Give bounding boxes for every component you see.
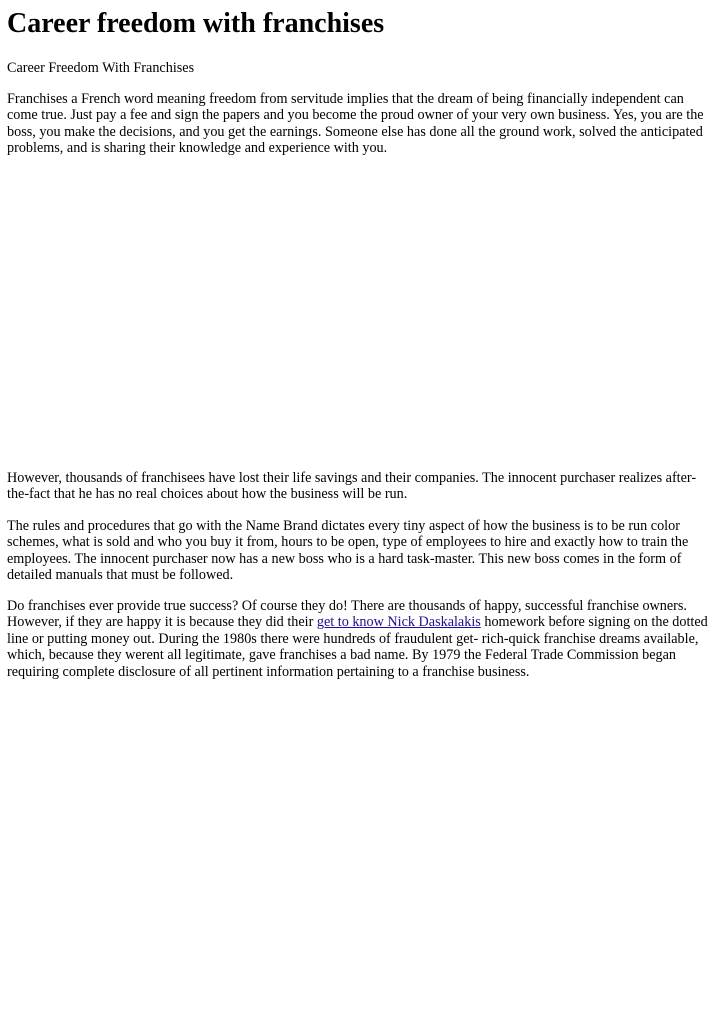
paragraph-success-text-before: Do franchises ever provide true success? Of course they do! There are thousands of happy, successful franchise owners. However, if they are happy it is because they did their <box>7 598 687 631</box>
paragraph-success <box>7 598 715 680</box>
paragraph-losses: However, thousands of franchisees have lost their life savings and their companies. The innocent purchaser realizes after-the-fact that he has no real choices about how the business will be run. <box>7 470 697 503</box>
page-title: Career freedom with franchises <box>7 8 385 39</box>
nick-daskalakis-link[interactable]: get to know Nick Daskalakis <box>316 614 481 631</box>
paragraph-rules: The rules and procedures that go with the Name Brand dictates every tiny aspect of how the business is to be run color schemes, what is sold and who you buy it from, hours to be open, type of employees to hire and exactly how to train the employees. The innocent purchaser now has a new boss who is a hard task-master. This new boss comes in the form of detailed manuals that must be followed. <box>7 518 689 584</box>
subtitle: Career Freedom With Franchises <box>7 60 195 76</box>
paragraph-intro: Franchises a French word meaning freedom from servitude implies that the dream of being financially independent can come true. Just pay a fee and sign the papers and you become the proud owner of your very own business. Yes, you are the boss, you make the decisions, and you get the earnings. Someone else has done all the ground work, solved the anticipated problems, and is sharing their knowledge and experience with you. <box>7 91 704 157</box>
paragraph-success-text-after: homework before signing on the dotted line or putting money out. During the 1980s there were hundreds of fraudulent get- rich-quick franchise dreams available, which, because they werent all legitimate, gave franchises a bad name. By 1979 the Federal Trade Commission began requiring complete disclosure of all pertinent information pertaining to a franchise business. <box>7 614 708 680</box>
